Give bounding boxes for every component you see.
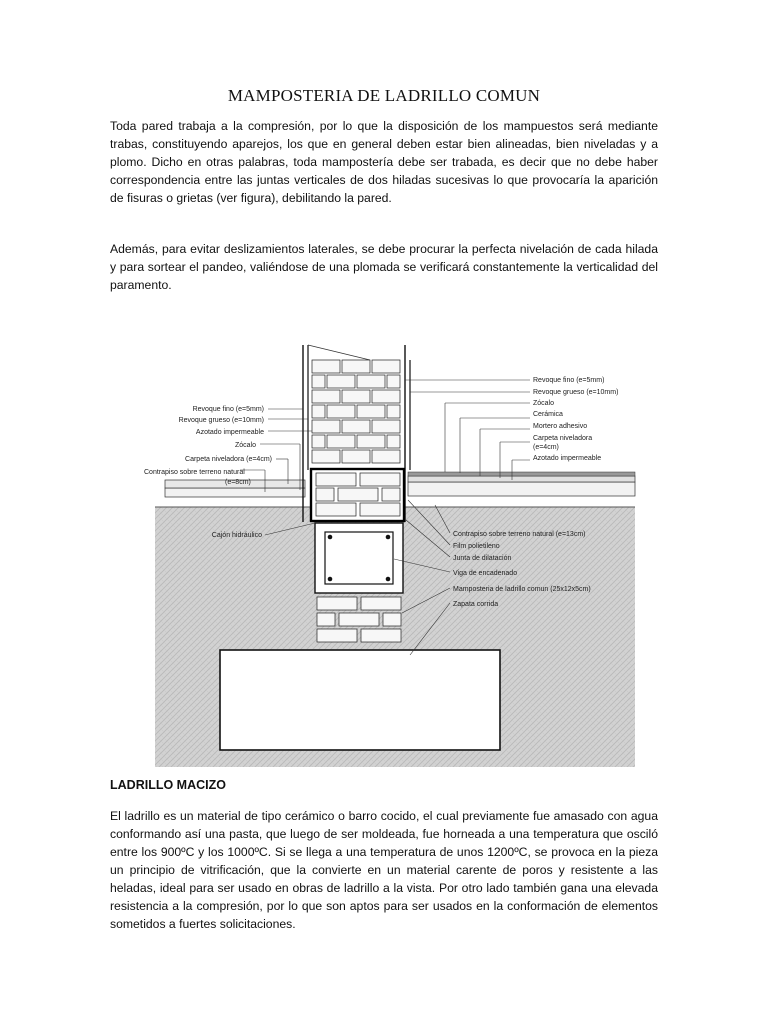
- label-carpeta-right-thickness: (e=4cm): [533, 444, 559, 451]
- section-heading: LADRILLO MACIZO: [110, 778, 226, 792]
- label-azotado-right: Azotado impermeable: [533, 455, 602, 462]
- right-ceramic: [408, 472, 635, 476]
- label-cajon-hidraulico: Cajón hidráulico: [211, 532, 262, 539]
- brick-paragraph: El ladrillo es un material de tipo cerámico o barro cocido, el cual previamente fue amasado con agua conformando así una pasta, que luego de ser moldeada, fue horneada a una temperatura que osciló entre los 900ºC y los 1000ºC. Si se llega a una temperatura de unos 1200ºC, se provoca en la pieza un principio de vitrificación, que la convierte en un material carente de poros y resistente a las heladas, ideal para ser usado en obras de ladrillo a la vista. Por otro lado también gana una elevada resistencia a la compresión, por lo que son aptos para ser usados en la conformación de elementos sometidos a fuertes solicitaciones.: [110, 809, 658, 931]
- label-contrapiso-right: Contrapiso sobre terreno natural (e=13cm): [453, 531, 586, 538]
- brick-wall: [312, 360, 400, 463]
- label-ceramica: Cerámica: [533, 411, 563, 418]
- page-title: MAMPOSTERIA DE LADRILLO COMUN: [227, 86, 541, 105]
- label-azotado-left: Azotado impermeable: [195, 429, 264, 436]
- tie-beam: [315, 523, 403, 593]
- label-revoque-grueso-right: Revoque grueso (e=10mm): [533, 389, 619, 396]
- label-carpeta-left: Carpeta niveladora (e=4cm): [185, 456, 272, 463]
- label-zocalo-right: Zócalo: [533, 400, 555, 407]
- label-zapata: Zapata corrida: [453, 601, 499, 608]
- label-film: Film polietileno: [453, 543, 500, 550]
- label-zocalo-left: Zócalo: [234, 442, 256, 449]
- label-contrapiso-left-thickness: (e=8cm): [225, 479, 251, 486]
- label-mortero: Mortero adhesivo: [533, 423, 588, 430]
- continuous-footing: [220, 650, 500, 750]
- label-revoque-grueso-left: Revoque grueso (e=10mm): [178, 417, 264, 424]
- leveling-paragraph: Además, para evitar deslizamientos laterales, se debe procurar la perfecta nivelación de cada hilada y para sortear el pandeo, valiéndose de una plomada se verificará constantemente la verticalidad del paramento.: [110, 242, 658, 292]
- right-subfloor: [408, 482, 635, 496]
- label-revoque-fino-left: Revoque fino (e=5mm): [192, 406, 264, 413]
- label-carpeta-right: Carpeta niveladora: [533, 435, 593, 442]
- right-screed: [408, 476, 635, 482]
- label-revoque-fino-right: Revoque fino (e=5mm): [533, 377, 605, 384]
- label-viga: Viga de encadenado: [453, 570, 518, 577]
- intro-paragraph: Toda pared trabaja a la compresión, por lo que la disposición de los mampuestos será mediante trabas, constituyendo aparejos, los que en general deben estar bien alineadas, bien niveladas y a plomo. Dicho en otras palabras, toda mampostería debe ser trabada, es decir que no debe haber correspondencia entre las juntas verticales de dos hiladas sucesivas lo que provocaría la aparición de fisuras o grietas (ver figura), debilitando la pared.: [110, 119, 658, 205]
- masonry-section-diagram: [140, 330, 640, 770]
- label-junta: Junta de dilatación: [453, 555, 512, 562]
- left-subfloor: [165, 488, 305, 497]
- label-mamposteria: Mamposteria de ladrillo comun (25x12x5cm): [453, 586, 591, 593]
- label-contrapiso-left: Contrapiso sobre terreno natural: [144, 469, 245, 476]
